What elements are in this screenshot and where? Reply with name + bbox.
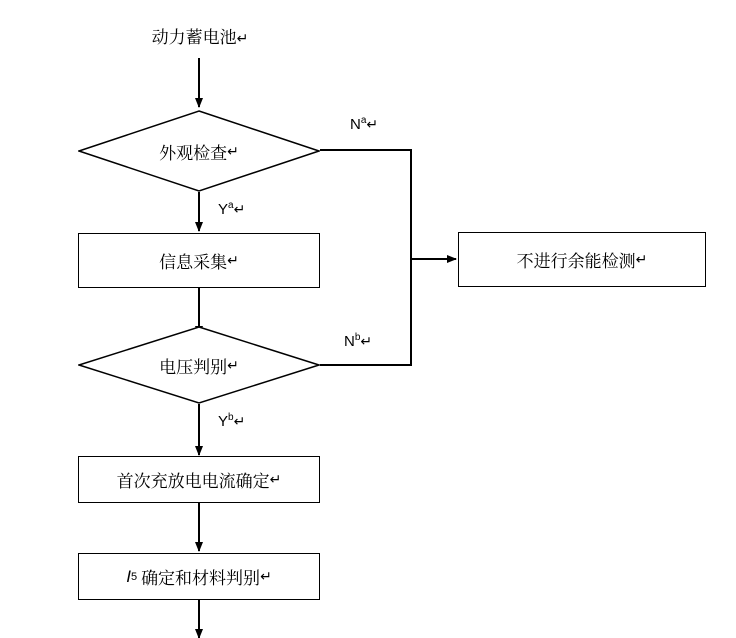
edge-label-yes-a: $Y^a↵$ [218,200,246,218]
info-collection-crlf-mark: ↵ [227,252,239,268]
diamond-shape [78,326,320,404]
process-first-charge-current[interactable] [78,456,320,503]
node-start-label: 动力蓄电池↵ [151,28,249,47]
decision-appearance-check[interactable] [78,110,320,192]
edge-label-no-a: $N^a↵$ [350,115,379,133]
decision-voltage-judge[interactable] [78,326,320,404]
edge-label-yes-b: $Y^b↵$ [218,412,246,430]
i5-material-crlf-mark: ↵ [260,568,272,584]
decision-voltage-judge-label: 电压判别 ↵ [159,356,239,377]
process-info-collection-label: 信息采集 [159,253,228,272]
process-i5-material-judge-label: 确定和材料判别 [141,569,261,588]
i5-subscript: 5 [130,570,138,583]
decision-appearance-check-label: 外观检查 ↵ [159,142,239,163]
diamond-shape [78,110,320,192]
process-first-charge-current-label: 首次充放电电流确定 [116,472,270,491]
i5-symbol: I [126,566,131,586]
no-residual-test-crlf-mark: ↵ [635,251,648,267]
process-i5-material-judge[interactable] [78,553,320,600]
start-crlf-mark: ↵ [236,30,249,46]
edge-label-no-b: $N^b↵$ [344,332,373,350]
first-charge-current-crlf-mark: ↵ [269,471,282,487]
process-info-collection[interactable] [78,233,320,288]
process-no-residual-test-label: 不进行余能检测 [516,252,636,271]
process-no-residual-test[interactable] [458,232,706,287]
